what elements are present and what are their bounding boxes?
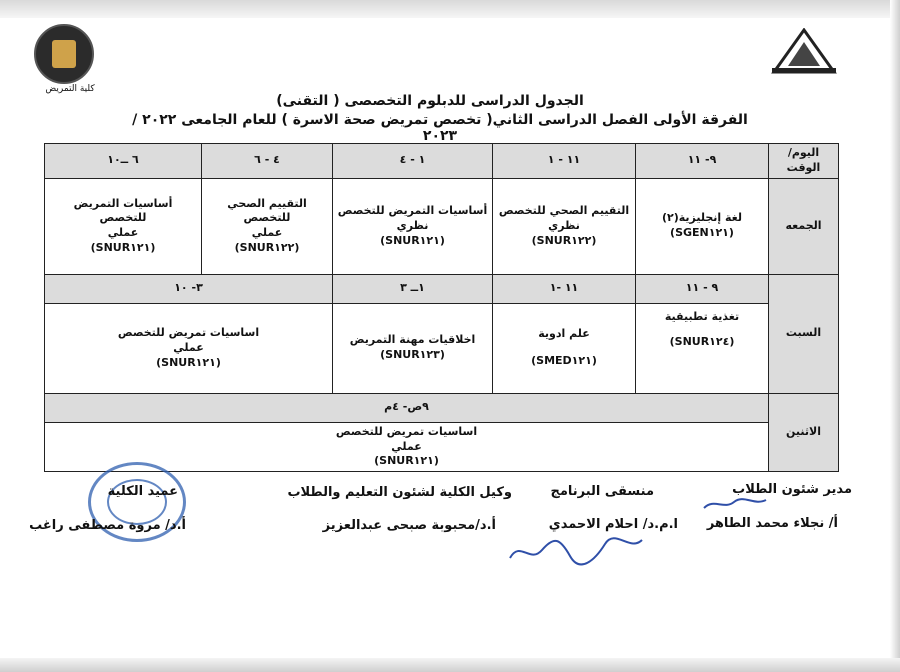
document-subtitle: الفرقة الأولى الفصل الدراسى الثاني( تخصص تمريض صحة الاسرة ) للعام الجامعى ٢٠٢٢ / ٢٠٢٣ <box>132 112 748 144</box>
time-slot: ٤ - ٦ <box>202 144 333 179</box>
vice-dean-name: أ.د/محبوبة صبحى عبدالعزيز <box>322 518 496 533</box>
day-label: الجمعه <box>769 178 839 274</box>
document-title: الجدول الدراسى للدبلوم التخصصى ( التقنى) <box>276 93 584 109</box>
course-code: (SMED١٢١) <box>531 354 597 368</box>
initial-signature <box>700 494 770 514</box>
course-code: (SNUR١٢٤) <box>669 334 735 348</box>
course-type: عملي <box>173 340 204 354</box>
course-title: أساسيات التمريض للتخصص <box>73 196 173 225</box>
session-cell <box>202 178 333 274</box>
course-code: (SNUR١٢١) <box>90 241 156 255</box>
saturday-session-row <box>45 303 839 393</box>
program-coordinator-role: منسقى البرنامج <box>550 484 654 499</box>
day-label: السبت <box>769 274 839 393</box>
time-slot: ٦ ــ١٠ <box>45 144 202 179</box>
friday-session-row <box>45 178 839 274</box>
course-title: لغة إنجليزية(٢) <box>661 211 743 225</box>
course-title: علم ادوية <box>538 327 590 341</box>
schedule-table <box>44 143 839 472</box>
dean-role: عميد الكلية <box>107 484 178 499</box>
handwritten-signature <box>500 530 650 570</box>
time-slot: ١ــ ٣ <box>333 274 493 303</box>
course-type: نظري <box>396 218 429 232</box>
session-cell <box>333 178 493 274</box>
session-cell <box>493 303 636 393</box>
course-code: (SNUR١٢١) <box>380 233 445 247</box>
friday-time-row <box>45 144 839 179</box>
session-cell <box>636 303 769 393</box>
scan-edge-top <box>0 0 900 18</box>
course-title: اخلاقيات مهنة التمريض <box>349 333 476 347</box>
session-cell <box>493 178 636 274</box>
time-slot: ١١ -١ <box>493 274 636 303</box>
course-code: (SNUR١٢٢) <box>531 233 597 247</box>
university-logo <box>768 28 840 76</box>
session-cell <box>333 303 493 393</box>
course-type: عملي <box>107 226 139 240</box>
time-slot: ٩ - ١١ <box>636 274 769 303</box>
course-title: تغذية تطبيقية <box>664 309 740 323</box>
time-slot: ٩- ١١ <box>636 144 769 179</box>
monday-time-row <box>45 393 839 422</box>
scan-edge-right <box>890 0 900 672</box>
course-title: التقييم الصحي للتخصص <box>227 196 307 225</box>
monday-session-row <box>45 422 839 472</box>
course-title: أساسيات التمريض للتخصص <box>337 203 488 217</box>
day-label: الاثنين <box>769 393 839 472</box>
student-affairs-role: مدير شئون الطلاب <box>732 482 852 497</box>
course-title: اساسيات تمريض للتخصص <box>335 424 478 438</box>
course-code: (SNUR١٢٣) <box>380 348 445 362</box>
time-slot: ٩ص- ٤م <box>45 393 769 422</box>
time-slot: ٣- ١٠ <box>45 274 333 303</box>
scan-edge-bottom <box>0 658 900 672</box>
session-cell <box>636 178 769 274</box>
faculty-logo-caption: كلية التمريض <box>45 84 95 94</box>
faculty-logo <box>34 24 94 84</box>
course-code: (SGEN١٢١) <box>670 226 734 240</box>
course-type: عملي <box>391 439 422 453</box>
course-title: التقييم الصحي للتخصص <box>498 203 630 217</box>
course-type: عملي <box>251 226 283 240</box>
vice-dean-role: وكيل الكلية لشئون التعليم والطلاب <box>287 485 512 500</box>
time-slot: ١١ - ١ <box>493 144 636 179</box>
faculty-logo-emblem <box>52 40 76 68</box>
corner-header: اليوم/الوقت <box>769 144 839 179</box>
session-cell <box>45 178 202 274</box>
time-slot: ١ - ٤ <box>333 144 493 179</box>
session-cell <box>45 303 333 393</box>
course-code: (SNUR١٢٢) <box>234 241 300 255</box>
course-title: اساسيات تمريض للتخصص <box>117 325 260 339</box>
course-code: (SNUR١٢١) <box>374 454 439 468</box>
course-type: نظري <box>548 218 580 232</box>
student-affairs-name: أ/ نجلاء محمد الطاهر <box>706 516 838 531</box>
program-coordinator-name: ا.م.د/ احلام الاحمدي <box>548 517 678 532</box>
dean-name: أ.د/ مروة مصطفى راغب <box>29 518 186 533</box>
saturday-time-row <box>45 274 839 303</box>
course-code: (SNUR١٢١) <box>156 355 221 369</box>
